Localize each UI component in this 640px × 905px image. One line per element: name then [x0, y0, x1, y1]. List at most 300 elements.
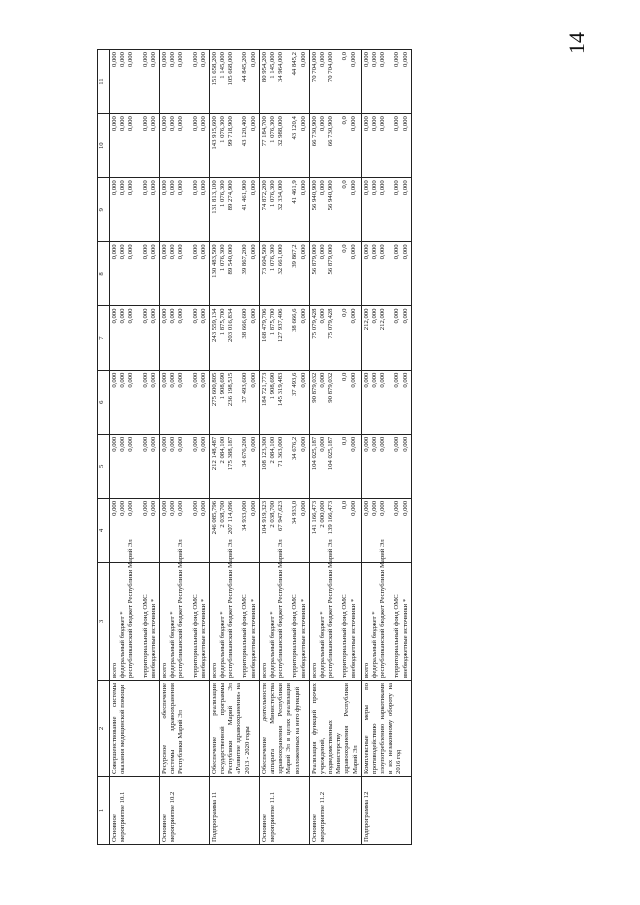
amount-value: 0,000	[199, 436, 207, 452]
column-header: 7	[98, 306, 110, 370]
amount-cell	[309, 50, 361, 114]
amount-value: 0,000	[370, 500, 378, 516]
amount-value: 0,000	[370, 52, 378, 68]
amount-value: 1 076,300	[219, 244, 227, 272]
amount-value: 0,000	[349, 116, 357, 132]
amount-cell	[361, 306, 411, 370]
amount-value: 0,000	[249, 244, 257, 260]
amount-value: 104 025,187	[310, 436, 318, 471]
column-header: 8	[98, 242, 110, 306]
amount-value: 0,000	[299, 180, 307, 196]
amount-value: 0,000	[127, 436, 135, 452]
measure-type: Основное мероприятие 10.1	[110, 777, 160, 845]
amount-value: 0,0	[341, 116, 349, 125]
amount-value: 71 363,000	[277, 436, 285, 467]
amount-value: 0,000	[119, 500, 127, 516]
amount-value: 0,000	[401, 52, 409, 68]
amount-value: 0,000	[362, 116, 370, 132]
amount-value: 0,000	[349, 372, 357, 388]
amount-value: 0,000	[160, 372, 168, 388]
amount-value: 0,000	[362, 372, 370, 388]
funding-sources	[110, 539, 160, 681]
amount-value: 0,000	[141, 436, 149, 452]
amount-value: 0,000	[149, 372, 157, 388]
funding-source-label: внебюджетные источники *	[249, 598, 257, 678]
funding-source-label: республиканский бюджет Республики Марий Эл	[227, 539, 235, 678]
amount-value: 0,000	[318, 116, 326, 132]
amount-value: 0,000	[199, 308, 207, 324]
amount-value: 0,000	[177, 52, 185, 68]
amount-value: 0,000	[141, 500, 149, 516]
amount-value: 0,000	[160, 436, 168, 452]
amount-value: 131 813,100	[210, 180, 218, 214]
funding-source-label: территориальный фонд ОМС	[393, 594, 401, 678]
amount-cell	[159, 50, 209, 114]
funding-sources	[259, 539, 309, 681]
funding-source-label: внебюджетные источники *	[401, 598, 409, 678]
amount-value: 66 730,900	[327, 116, 335, 147]
amount-value: 105 668,000	[227, 52, 235, 86]
amount-value: 0,000	[379, 500, 387, 516]
amount-value: 0,000	[370, 244, 378, 260]
amount-value: 0,000	[349, 436, 357, 452]
amount-value: 0,000	[393, 372, 401, 388]
funding-sources	[309, 539, 361, 681]
amount-cell	[110, 498, 160, 562]
amount-value: 1 076,300	[219, 180, 227, 207]
amount-value: 0,000	[119, 308, 127, 324]
amount-cell	[159, 242, 209, 306]
amount-value: 56 940,900	[310, 180, 318, 211]
amount-value: 90 879,032	[310, 372, 318, 403]
amount-value: 44 845,2	[291, 52, 299, 76]
page-number: 14	[564, 32, 589, 54]
rotated-table-container	[97, 50, 567, 845]
amount-cell	[259, 178, 309, 242]
amount-value: 104 025,187	[327, 436, 335, 471]
measure-type: Основное мероприятие 11.1	[259, 777, 309, 845]
funding-source-label: территориальный фонд ОМС	[141, 594, 149, 678]
amount-value: 0,0	[341, 500, 349, 510]
amount-cell	[361, 242, 411, 306]
amount-value: 2 038,700	[219, 500, 227, 528]
amount-cell	[361, 370, 411, 434]
amount-value: 168 479,706	[260, 308, 268, 342]
amount-value: 0,000	[169, 180, 177, 196]
amount-value: 0,000	[299, 244, 307, 260]
amount-cell	[361, 114, 411, 178]
column-header: 3	[98, 563, 110, 681]
amount-value: 0,000	[349, 308, 357, 324]
amount-value: 0,000	[127, 180, 135, 196]
amount-value: 75 079,428	[327, 308, 335, 339]
amount-value: 0,000	[177, 436, 185, 452]
amount-value: 0,000	[362, 500, 370, 516]
measure-name: Реализация функций прочих учреждений, подведомственных Министерству здравоохранения Республики Марий Эл	[309, 681, 361, 777]
amount-value: 0,000	[199, 244, 207, 260]
amount-value: 73 604,500	[260, 244, 268, 275]
amount-value: 0,000	[370, 436, 378, 452]
amount-value: 1 076,300	[269, 116, 276, 143]
amount-value: 37 493,6	[291, 372, 299, 397]
amount-value: 0,000	[249, 52, 257, 68]
amount-value: 130 483,500	[210, 244, 218, 278]
funding-source-label: республиканский бюджет Республики Марий Эл	[127, 539, 135, 678]
table-row	[110, 50, 160, 845]
amount-value: 104 919,323	[260, 500, 268, 535]
table-row	[159, 50, 209, 845]
amount-value: 38 666,600	[241, 308, 249, 339]
amount-value: 0,000	[169, 372, 177, 388]
amount-value: 175 388,187	[227, 436, 235, 471]
column-header: 10	[98, 114, 110, 178]
amount-value: 0,000	[111, 180, 118, 196]
amount-value: 0,000	[349, 180, 357, 196]
funding-source-label: федеральный бюджет *	[370, 611, 378, 678]
amount-cell	[209, 114, 259, 178]
amount-value: 38 666,6	[291, 308, 299, 332]
amount-value: 0,000	[393, 116, 401, 132]
amount-value: 0,000	[401, 244, 409, 260]
amount-cell	[361, 178, 411, 242]
amount-value: 0,000	[318, 52, 326, 68]
amount-value: 0,000	[401, 436, 409, 452]
funding-source-label: всего	[160, 662, 168, 678]
amount-value: 0,000	[119, 372, 127, 388]
amount-value: 0,000	[299, 372, 307, 388]
measure-name: Обеспечение деятельности аппарата Министерства здравоохранения Республики Марий Эл в целях реализации возложенных на него функций	[259, 681, 309, 777]
amount-cell	[209, 50, 259, 114]
amount-value: 0,000	[249, 372, 257, 388]
amount-value: 0,000	[177, 500, 185, 516]
funding-source-label: внебюджетные источники *	[349, 598, 357, 678]
measure-name: Обеспечение реализации государственной программы Республики Марий Эл «Развитие здравоохранения» на 2013 - 2020 годы	[209, 681, 259, 777]
amount-value: 0,000	[299, 436, 307, 452]
amount-value: 145 319,483	[277, 372, 285, 407]
amount-value: 34 676,2	[291, 436, 299, 461]
amount-value: 2 000,000	[318, 500, 326, 528]
amount-value: 70 704,000	[327, 52, 335, 83]
amount-value: 184 721,773	[260, 372, 268, 407]
amount-cell	[209, 370, 259, 434]
amount-value: 80 954,200	[260, 52, 268, 83]
amount-value: 0,000	[370, 308, 378, 324]
amount-value: 0,000	[169, 436, 177, 452]
amount-value: 0,000	[119, 180, 127, 196]
amount-value: 246 085,796	[210, 500, 218, 535]
amount-value: 34 676,200	[241, 436, 249, 467]
amount-value: 0,000	[169, 500, 177, 516]
budget-table	[97, 49, 412, 845]
amount-cell	[309, 306, 361, 370]
measure-type: Основное мероприятие 11.2	[309, 777, 361, 845]
amount-cell	[259, 434, 309, 498]
funding-source-label: территориальный фонд ОМС	[191, 594, 199, 678]
amount-value: 0,000	[379, 372, 387, 388]
amount-cell	[110, 50, 160, 114]
amount-value: 90 879,032	[327, 372, 335, 403]
amount-value: 0,000	[141, 116, 149, 132]
amount-value: 0,000	[160, 52, 168, 68]
amount-value: 0,000	[362, 52, 370, 68]
amount-value: 139 166,473	[327, 500, 335, 535]
amount-value: 2 084,100	[219, 436, 227, 464]
amount-value: 34 964,000	[277, 52, 285, 83]
amount-value: 43 120,400	[241, 116, 249, 147]
amount-value: 34 933,0	[291, 500, 299, 525]
table-row	[259, 50, 309, 845]
table-row	[309, 50, 361, 845]
amount-value: 0,000	[160, 244, 168, 260]
amount-value: 0,0	[341, 372, 349, 381]
amount-value: 212,000	[362, 308, 370, 331]
amount-cell	[159, 498, 209, 562]
funding-source-label: всего	[210, 662, 218, 678]
amount-value: 0,0	[341, 52, 349, 61]
funding-source-label: республиканский бюджет Республики Марий Эл	[177, 539, 185, 678]
amount-value: 0,000	[299, 500, 307, 516]
amount-value: 203 016,834	[227, 308, 235, 342]
amount-value: 0,000	[177, 116, 185, 132]
amount-value: 77 184,700	[260, 116, 268, 147]
amount-cell	[110, 370, 160, 434]
amount-value: 207 114,096	[227, 500, 235, 535]
amount-value: 0,000	[191, 52, 199, 68]
amount-cell	[309, 114, 361, 178]
column-header: 2	[98, 681, 110, 777]
amount-cell	[209, 242, 259, 306]
amount-value: 89 274,900	[227, 180, 235, 211]
funding-source-label: всего	[260, 662, 268, 678]
funding-source-label: федеральный бюджет *	[318, 611, 326, 678]
amount-cell	[159, 114, 209, 178]
amount-value: 0,000	[199, 500, 207, 516]
amount-value: 75 079,428	[310, 308, 318, 339]
amount-value: 0,000	[299, 116, 307, 132]
amount-value: 1 908,690	[219, 372, 227, 400]
amount-value: 0,000	[111, 116, 118, 132]
amount-value: 0,000	[160, 500, 168, 516]
amount-value: 0,000	[169, 308, 177, 324]
amount-value: 0,000	[127, 308, 135, 324]
amount-value: 1 145,000	[219, 52, 227, 79]
amount-value: 0,000	[177, 372, 185, 388]
amount-value: 0,000	[393, 244, 401, 260]
amount-value: 0,0	[341, 308, 349, 317]
amount-value: 0,000	[191, 244, 199, 260]
amount-value: 74 872,200	[260, 180, 268, 211]
amount-value: 32 661,000	[277, 244, 285, 275]
amount-value: 1 076,300	[219, 116, 227, 143]
amount-value: 0,000	[401, 180, 409, 196]
amount-value: 0,000	[141, 372, 149, 388]
amount-cell	[259, 114, 309, 178]
amount-value: 32 988,000	[277, 116, 285, 147]
amount-value: 0,000	[199, 372, 207, 388]
amount-value: 41 461,9	[291, 180, 299, 204]
amount-value: 0,0	[341, 244, 349, 253]
amount-value: 0,000	[393, 180, 401, 196]
amount-value: 0,000	[362, 436, 370, 452]
amount-value: 0,000	[299, 308, 307, 324]
amount-value: 0,000	[127, 116, 135, 132]
amount-cell	[361, 434, 411, 498]
amount-value: 0,000	[318, 308, 326, 324]
amount-value: 0,000	[160, 308, 168, 324]
amount-value: 1 076,300	[269, 180, 276, 207]
amount-value: 1 076,300	[269, 244, 276, 272]
amount-value: 0,000	[379, 116, 387, 132]
amount-cell	[361, 498, 411, 562]
amount-value: 41 461,900	[241, 180, 249, 211]
amount-value: 0,000	[149, 308, 157, 324]
amount-value: 0,000	[191, 500, 199, 516]
amount-value: 39 867,200	[241, 244, 249, 275]
amount-cell	[209, 178, 259, 242]
funding-source-label: республиканский бюджет Республики Марий Эл	[379, 539, 387, 678]
amount-value: 0,000	[141, 180, 149, 196]
amount-value: 56 940,900	[327, 180, 335, 211]
amount-cell	[259, 306, 309, 370]
measure-type: Подпрограмма 12	[361, 777, 411, 845]
measure-name: Комплексные меры по противодействию злоупотреблению наркотиками и их незаконному обороту на 2016 год	[361, 681, 411, 777]
amount-value: 43 120,4	[291, 116, 299, 140]
funding-source-label: территориальный фонд ОМС	[291, 594, 299, 678]
amount-value: 0,000	[169, 52, 177, 68]
amount-value: 0,000	[249, 436, 257, 452]
funding-source-label: всего	[362, 662, 370, 678]
amount-cell	[159, 370, 209, 434]
amount-value: 70 704,000	[310, 52, 318, 83]
amount-value: 1 875,700	[269, 308, 276, 336]
amount-value: 0,000	[318, 180, 326, 196]
amount-cell	[110, 178, 160, 242]
amount-value: 0,000	[111, 436, 118, 452]
amount-value: 0,000	[349, 244, 357, 260]
amount-value: 0,000	[111, 500, 118, 516]
amount-value: 143 915,600	[210, 116, 218, 150]
amount-value: 0,000	[370, 180, 378, 196]
amount-value: 0,000	[191, 436, 199, 452]
amount-cell	[209, 434, 259, 498]
column-header: 1	[98, 777, 110, 845]
amount-value: 0,000	[379, 52, 387, 68]
amount-value: 0,000	[177, 244, 185, 260]
amount-value: 0,000	[149, 180, 157, 196]
funding-sources	[159, 539, 209, 681]
amount-value: 0,000	[160, 180, 168, 196]
amount-value: 0,000	[111, 372, 118, 388]
amount-value: 0,000	[401, 500, 409, 516]
amount-cell	[309, 178, 361, 242]
amount-value: 0,000	[127, 372, 135, 388]
column-header: 5	[98, 434, 110, 498]
amount-value: 212 148,487	[210, 436, 218, 471]
amount-value: 2 084,100	[269, 436, 276, 464]
amount-value: 236 198,515	[227, 372, 235, 407]
amount-value: 1 875,700	[219, 308, 227, 336]
amount-value: 0,000	[177, 180, 185, 196]
amount-value: 0,000	[249, 180, 257, 196]
funding-source-label: республиканский бюджет Республики Марий Эл	[327, 539, 335, 678]
amount-value: 0,000	[393, 308, 401, 324]
header-row	[98, 50, 110, 845]
amount-value: 0,000	[127, 244, 135, 260]
amount-value: 0,000	[119, 52, 127, 68]
amount-value: 151 658,200	[210, 52, 218, 86]
measure-type: Подпрограмма 11	[209, 777, 259, 845]
amount-value: 275 600,805	[210, 372, 218, 407]
amount-value: 0,000	[362, 180, 370, 196]
amount-value: 56 879,000	[310, 244, 318, 275]
amount-value: 0,000	[393, 436, 401, 452]
amount-value: 0,000	[199, 52, 207, 68]
amount-value: 39 867,2	[291, 244, 299, 268]
amount-value: 0,000	[191, 308, 199, 324]
funding-source-label: республиканский бюджет Республики Марий Эл	[277, 539, 285, 678]
funding-source-label: территориальный фонд ОМС	[341, 594, 349, 678]
amount-value: 0,000	[191, 372, 199, 388]
amount-value: 44 845,200	[241, 52, 249, 83]
amount-cell	[309, 498, 361, 562]
funding-sources	[361, 539, 411, 681]
amount-value: 0,000	[149, 244, 157, 260]
amount-value: 0,000	[191, 180, 199, 196]
column-header: 9	[98, 178, 110, 242]
funding-source-label: внебюджетные источники *	[199, 598, 207, 678]
amount-cell	[259, 242, 309, 306]
funding-sources	[209, 539, 259, 681]
amount-value: 1 908,690	[269, 372, 276, 400]
amount-value: 0,000	[111, 52, 118, 68]
amount-cell	[110, 242, 160, 306]
amount-value: 0,000	[177, 308, 185, 324]
funding-source-label: федеральный бюджет *	[269, 611, 276, 678]
amount-value: 67 947,623	[277, 500, 285, 531]
funding-source-label: федеральный бюджет *	[169, 611, 177, 678]
amount-value: 0,000	[199, 180, 207, 196]
column-header: 6	[98, 370, 110, 434]
amount-value: 0,000	[119, 436, 127, 452]
amount-cell	[309, 434, 361, 498]
amount-value: 0,000	[127, 500, 135, 516]
amount-cell	[309, 370, 361, 434]
amount-value: 243 559,134	[210, 308, 218, 342]
amount-value: 0,000	[362, 244, 370, 260]
funding-source-label: всего	[111, 662, 118, 678]
measure-name: Совершенствование системы оказания медицинской помощи	[110, 681, 160, 777]
amount-value: 0,000	[111, 244, 118, 260]
table-row	[209, 50, 259, 845]
amount-value: 141 166,473	[310, 500, 318, 535]
funding-source-label: всего	[310, 662, 318, 678]
amount-value: 0,000	[141, 52, 149, 68]
amount-value: 0,000	[149, 500, 157, 516]
amount-value: 37 493,600	[241, 372, 249, 403]
amount-value: 0,000	[149, 52, 157, 68]
amount-cell	[209, 306, 259, 370]
amount-cell	[309, 242, 361, 306]
amount-value: 0,000	[249, 308, 257, 324]
amount-value: 0,000	[149, 116, 157, 132]
amount-cell	[361, 50, 411, 114]
measure-type: Основное мероприятие 10.2	[159, 777, 209, 845]
amount-value: 99 718,900	[227, 116, 235, 147]
amount-cell	[110, 306, 160, 370]
column-header: 4	[98, 498, 110, 562]
amount-value: 0,000	[169, 244, 177, 260]
amount-cell	[159, 178, 209, 242]
